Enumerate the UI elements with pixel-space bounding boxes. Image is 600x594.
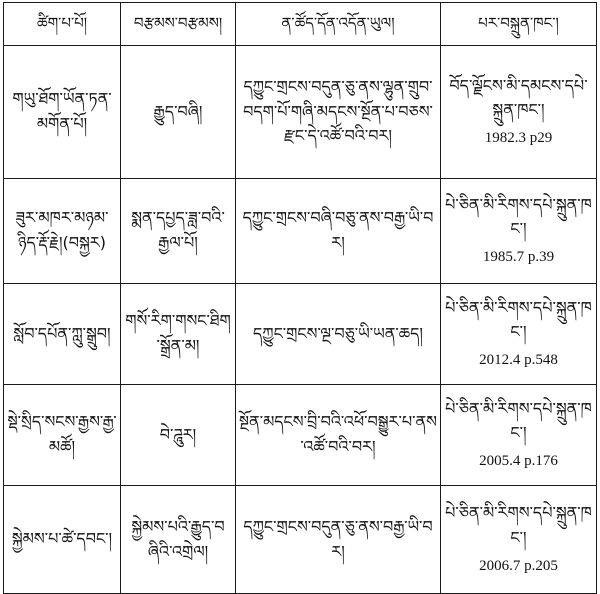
author-cell: གཡུ་ཐོག་ཡོན་ཏན་མགོན་པོ།: [4, 46, 121, 179]
table-row: [4, 486, 597, 594]
publisher-name: པེ་ཅིན་མི་རིགས་དཔེ་སྐྲུན་ཁང་།: [445, 194, 592, 239]
reference-table: [3, 2, 597, 594]
publisher-name: པེ་ཅིན་མི་རིགས་དཔེ་སྐྲུན་ཁང་།: [445, 398, 592, 443]
publisher-name: པེ་ཅིན་མི་རིགས་དཔེ་སྐྲུན་ཁང་།: [445, 297, 592, 342]
author-cell: སྐྱེམས་པ་ཚེ་དབང་།: [4, 486, 121, 594]
table-row: [4, 46, 597, 179]
scope-cell: དཀྱུང་གྲངས་ལྔ་བཅུ་ཡི་ཡན་ཆད།: [236, 284, 441, 385]
table-row: [4, 284, 597, 385]
scope-cell: དཀྱུང་གྲངས་བདུན་ཅུ་ནས་ལྷུན་གྲུབ་བདག་པོ་གཞི་མདངས་སྔོན་པ་བཅས་རྫང་དེ་འཚོ་བའི་བར།: [236, 46, 441, 179]
publisher-cell: [441, 46, 597, 179]
work-cell: བེ་ཌཱུར།: [121, 385, 236, 486]
header-scope: ན་ཚོད་དོན་འདོན་ཡུལ།: [236, 3, 441, 46]
publication-reference: 2005.4 p.176: [479, 453, 558, 470]
publisher-cell: [441, 284, 597, 385]
scope-cell: སྔོན་མདངས་བྲི་བའི་འཕོ་བསྒྱུར་པ་ནས་འཚོ་བའི་བར།: [236, 385, 441, 486]
author-cell: སློབ་དཔོན་ཀླུ་སྒྲུབ།: [4, 284, 121, 385]
publisher-cell: [441, 179, 597, 284]
publisher-name: བོད་ལྗོངས་མི་དམངས་དཔེ་སྐྲུན་ཁང་།: [449, 75, 588, 120]
author-cell: ཟུར་མཁར་མཉམ་ཉིད་རྡོ་རྗེ།(བསྐྱར): [4, 179, 121, 284]
table-row: [4, 179, 597, 284]
publication-reference: 2012.4 p.548: [479, 352, 558, 369]
work-cell: རྒྱུད་བཞི།: [121, 46, 236, 179]
work-cell: སྐྱེམས་པའི་རྒྱུད་བཞིའི་འགྲེལ།: [121, 486, 236, 594]
header-author: ཚིག་པ་པོ།: [4, 3, 121, 46]
publisher-cell: [441, 486, 597, 594]
publication-reference: 2006.7 p.205: [479, 557, 558, 574]
work-cell: སྨན་དཔྱད་ཟླ་བའི་རྒྱལ་པོ།: [121, 179, 236, 284]
author-cell: སྡེ་སྲིད་སངས་རྒྱས་རྒྱ་མཚོ།: [4, 385, 121, 486]
header-publisher: པར་བསྐྲུན་ཁང་།: [441, 3, 597, 46]
header-work: བརྩམས་བརྩམས།: [121, 3, 236, 46]
publication-reference: 1982.3 p29: [484, 130, 553, 147]
publication-reference: 1985.7 p.39: [482, 249, 555, 266]
publisher-cell: [441, 385, 597, 486]
publisher-name: པེ་ཅིན་མི་རིགས་དཔེ་སྐྲུན་ཁང་།: [445, 503, 592, 547]
scope-cell: དཀྱུང་གྲངས་བདུན་ཅུ་ནས་བརྒྱ་ཡི་བར།: [236, 486, 441, 594]
work-cell: གསོ་རིག་གསང་ཐིག་སྒྲོན་མ།: [121, 284, 236, 385]
header-row: [4, 3, 597, 46]
table-row: [4, 385, 597, 486]
scope-cell: དཀྱུང་གྲངས་བཞི་བཅུ་ནས་བརྒྱ་ཡི་བར།: [236, 179, 441, 284]
